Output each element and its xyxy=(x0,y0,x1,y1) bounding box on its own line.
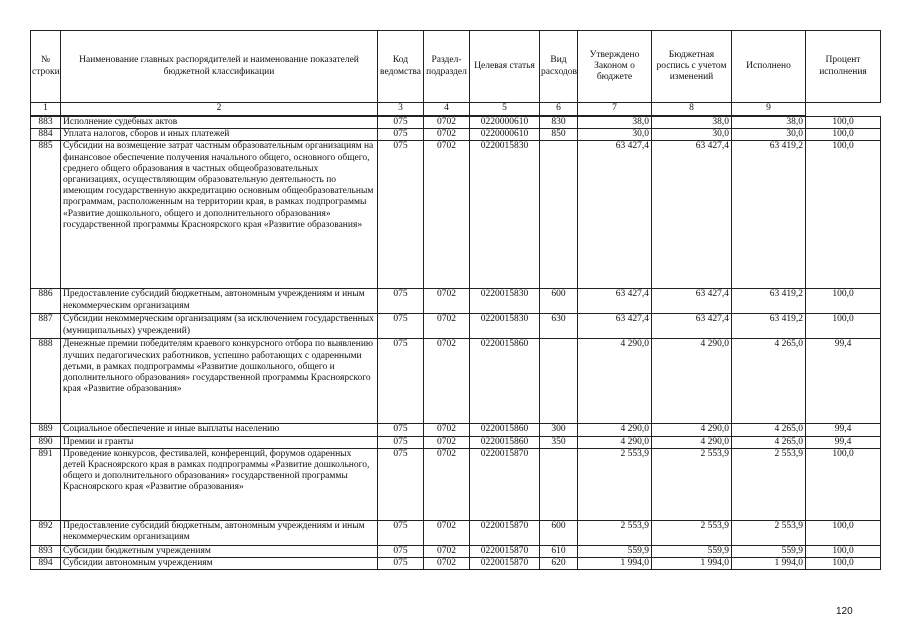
schedule-amount: 30,0 xyxy=(652,129,732,141)
execution-percent: 99,4 xyxy=(806,424,881,436)
approved-amount: 63 427,4 xyxy=(578,314,652,339)
dept-code: 075 xyxy=(378,116,424,129)
column-number-row xyxy=(31,103,881,117)
execution-percent: 100,0 xyxy=(806,558,881,570)
row-number: 893 xyxy=(31,545,61,557)
row-name: Субсидии бюджетным учреждениям xyxy=(61,545,378,557)
row-number: 891 xyxy=(31,448,61,520)
target-article: 0220015860 xyxy=(470,424,540,436)
row-name: Субсидии автономным учреждениям xyxy=(61,558,378,570)
expense-type xyxy=(540,339,578,424)
section-code: 0702 xyxy=(424,314,470,339)
executed-amount: 559,9 xyxy=(732,545,806,557)
dept-code: 075 xyxy=(378,314,424,339)
section-code: 0702 xyxy=(424,116,470,129)
expense-type: 620 xyxy=(540,558,578,570)
executed-amount: 2 553,9 xyxy=(732,448,806,520)
expense-type: 350 xyxy=(540,436,578,448)
approved-amount: 30,0 xyxy=(578,129,652,141)
section-code: 0702 xyxy=(424,424,470,436)
approved-amount: 4 290,0 xyxy=(578,424,652,436)
execution-percent: 100,0 xyxy=(806,545,881,557)
table-row xyxy=(31,424,881,436)
header-dept-code: Код ведомства xyxy=(378,31,424,103)
header-section: Раздел-подраздел xyxy=(424,31,470,103)
schedule-amount: 4 290,0 xyxy=(652,424,732,436)
column-number: 9 xyxy=(732,103,806,117)
row-number: 889 xyxy=(31,424,61,436)
executed-amount: 4 265,0 xyxy=(732,436,806,448)
execution-percent: 100,0 xyxy=(806,129,881,141)
table-row xyxy=(31,339,881,424)
execution-percent: 100,0 xyxy=(806,116,881,129)
approved-amount: 1 994,0 xyxy=(578,558,652,570)
column-number: 4 xyxy=(424,103,470,117)
schedule-amount: 38,0 xyxy=(652,116,732,129)
executed-amount: 1 994,0 xyxy=(732,558,806,570)
approved-amount: 559,9 xyxy=(578,545,652,557)
dept-code: 075 xyxy=(378,448,424,520)
executed-amount: 30,0 xyxy=(732,129,806,141)
executed-amount: 63 419,2 xyxy=(732,141,806,289)
section-code: 0702 xyxy=(424,289,470,314)
schedule-amount: 63 427,4 xyxy=(652,141,732,289)
expense-type: 850 xyxy=(540,129,578,141)
dept-code: 075 xyxy=(378,436,424,448)
schedule-amount: 4 290,0 xyxy=(652,436,732,448)
row-name: Проведение конкурсов, фестивалей, конференций, форумов одаренных детей Красноярского края в рамках подпрограммы «Развитие дошкольного, общего и дополнительного образования» государственной программы Красноярского края «Развитие образования» xyxy=(61,448,378,520)
row-number: 892 xyxy=(31,520,61,545)
row-number: 886 xyxy=(31,289,61,314)
section-code: 0702 xyxy=(424,520,470,545)
target-article: 0220000610 xyxy=(470,129,540,141)
expense-type: 830 xyxy=(540,116,578,129)
row-number: 894 xyxy=(31,558,61,570)
target-article: 0220015830 xyxy=(470,141,540,289)
execution-percent: 100,0 xyxy=(806,448,881,520)
table-row xyxy=(31,289,881,314)
row-name: Субсидии некоммерческим организациям (за исключением государственных (муниципальных) учреждений) xyxy=(61,314,378,339)
header-row xyxy=(31,31,881,103)
target-article: 0220015860 xyxy=(470,436,540,448)
schedule-amount: 63 427,4 xyxy=(652,289,732,314)
execution-percent: 100,0 xyxy=(806,314,881,339)
execution-percent: 99,4 xyxy=(806,339,881,424)
row-name: Предоставление субсидий бюджетным, автономным учреждениям и иным некоммерческим организациям xyxy=(61,520,378,545)
expense-type xyxy=(540,448,578,520)
approved-amount: 2 553,9 xyxy=(578,448,652,520)
approved-amount: 2 553,9 xyxy=(578,520,652,545)
row-name: Субсидии на возмещение затрат частным образовательным организациям на финансовое обеспечение получения начального общего, основного общего, среднего общего образования в частных общеобразовательных организациях, осуществляющим образовательную деятельность по имеющим государственную аккредитацию основным общеобразовательным программам, расположенным на территории края, в рамках подпрограммы «Развитие дошкольного, общего и дополнительного образования» государственной программы Красноярского края «Развитие образования» xyxy=(61,141,378,289)
dept-code: 075 xyxy=(378,424,424,436)
table-row xyxy=(31,448,881,520)
expense-type: 600 xyxy=(540,520,578,545)
header-target: Целевая статья xyxy=(470,31,540,103)
table-row xyxy=(31,141,881,289)
dept-code: 075 xyxy=(378,289,424,314)
dept-code: 075 xyxy=(378,520,424,545)
expense-type: 300 xyxy=(540,424,578,436)
table-row xyxy=(31,436,881,448)
approved-amount: 38,0 xyxy=(578,116,652,129)
row-number: 885 xyxy=(31,141,61,289)
column-number: 6 xyxy=(540,103,578,117)
header-percent: Процент исполнения xyxy=(806,31,881,103)
table-body xyxy=(31,116,881,570)
page-number: 120 xyxy=(836,606,853,617)
approved-amount: 63 427,4 xyxy=(578,141,652,289)
expense-type: 600 xyxy=(540,289,578,314)
table-row xyxy=(31,520,881,545)
dept-code: 075 xyxy=(378,339,424,424)
dept-code: 075 xyxy=(378,545,424,557)
row-number: 887 xyxy=(31,314,61,339)
header-approved: Утверждено Законом о бюджете xyxy=(578,31,652,103)
executed-amount: 38,0 xyxy=(732,116,806,129)
executed-amount: 2 553,9 xyxy=(732,520,806,545)
row-name: Уплата налогов, сборов и иных платежей xyxy=(61,129,378,141)
section-code: 0702 xyxy=(424,141,470,289)
table-row xyxy=(31,558,881,570)
table-row xyxy=(31,129,881,141)
execution-percent: 99,4 xyxy=(806,436,881,448)
row-name: Премии и гранты xyxy=(61,436,378,448)
section-code: 0702 xyxy=(424,339,470,424)
executed-amount: 4 265,0 xyxy=(732,339,806,424)
column-number: 8 xyxy=(652,103,732,117)
target-article: 0220015830 xyxy=(470,314,540,339)
approved-amount: 63 427,4 xyxy=(578,289,652,314)
table-row xyxy=(31,545,881,557)
section-code: 0702 xyxy=(424,129,470,141)
header-executed: Исполнено xyxy=(732,31,806,103)
schedule-amount: 4 290,0 xyxy=(652,339,732,424)
row-name: Предоставление субсидий бюджетным, автономным учреждениям и иным некоммерческим организациям xyxy=(61,289,378,314)
row-number: 884 xyxy=(31,129,61,141)
row-number: 888 xyxy=(31,339,61,424)
execution-percent: 100,0 xyxy=(806,141,881,289)
column-number: 2 xyxy=(61,103,378,117)
column-number: 7 xyxy=(578,103,652,117)
expense-type: 610 xyxy=(540,545,578,557)
row-name: Исполнение судебных актов xyxy=(61,116,378,129)
target-article: 0220015830 xyxy=(470,289,540,314)
expense-type xyxy=(540,141,578,289)
section-code: 0702 xyxy=(424,436,470,448)
row-name: Денежные премии победителям краевого конкурсного отбора по выявлению лучших педагогических работников, успешно работающих с одаренными детьми, в рамках подпрограммы «Развитие дошкольного, общего и дополнительного образования» государственной программы Красноярского края «Развитие образования» xyxy=(61,339,378,424)
row-name: Социальное обеспечение и иные выплаты населению xyxy=(61,424,378,436)
target-article: 0220015870 xyxy=(470,558,540,570)
schedule-amount: 1 994,0 xyxy=(652,558,732,570)
schedule-amount: 559,9 xyxy=(652,545,732,557)
expense-type: 630 xyxy=(540,314,578,339)
dept-code: 075 xyxy=(378,558,424,570)
row-number: 890 xyxy=(31,436,61,448)
section-code: 0702 xyxy=(424,545,470,557)
table-row xyxy=(31,314,881,339)
schedule-amount: 2 553,9 xyxy=(652,448,732,520)
schedule-amount: 2 553,9 xyxy=(652,520,732,545)
dept-code: 075 xyxy=(378,129,424,141)
target-article: 0220000610 xyxy=(470,116,540,129)
execution-percent: 100,0 xyxy=(806,520,881,545)
section-code: 0702 xyxy=(424,448,470,520)
column-number: 1 xyxy=(31,103,61,117)
header-schedule: Бюджетная роспись с учетом изменений xyxy=(652,31,732,103)
target-article: 0220015870 xyxy=(470,545,540,557)
column-number: 5 xyxy=(470,103,540,117)
row-number: 883 xyxy=(31,116,61,129)
executed-amount: 63 419,2 xyxy=(732,289,806,314)
header-row-no: № строки xyxy=(31,31,61,103)
header-name: Наименование главных распорядителей и наименование показателей бюджетной классификации xyxy=(61,31,378,103)
table-row xyxy=(31,116,881,129)
approved-amount: 4 290,0 xyxy=(578,339,652,424)
executed-amount: 63 419,2 xyxy=(732,314,806,339)
target-article: 0220015870 xyxy=(470,448,540,520)
budget-table xyxy=(30,30,881,570)
schedule-amount: 63 427,4 xyxy=(652,314,732,339)
approved-amount: 4 290,0 xyxy=(578,436,652,448)
column-number: 3 xyxy=(378,103,424,117)
executed-amount: 4 265,0 xyxy=(732,424,806,436)
execution-percent: 100,0 xyxy=(806,289,881,314)
section-code: 0702 xyxy=(424,558,470,570)
target-article: 0220015860 xyxy=(470,339,540,424)
header-exp-type: Вид расходов xyxy=(540,31,578,103)
dept-code: 075 xyxy=(378,141,424,289)
target-article: 0220015870 xyxy=(470,520,540,545)
